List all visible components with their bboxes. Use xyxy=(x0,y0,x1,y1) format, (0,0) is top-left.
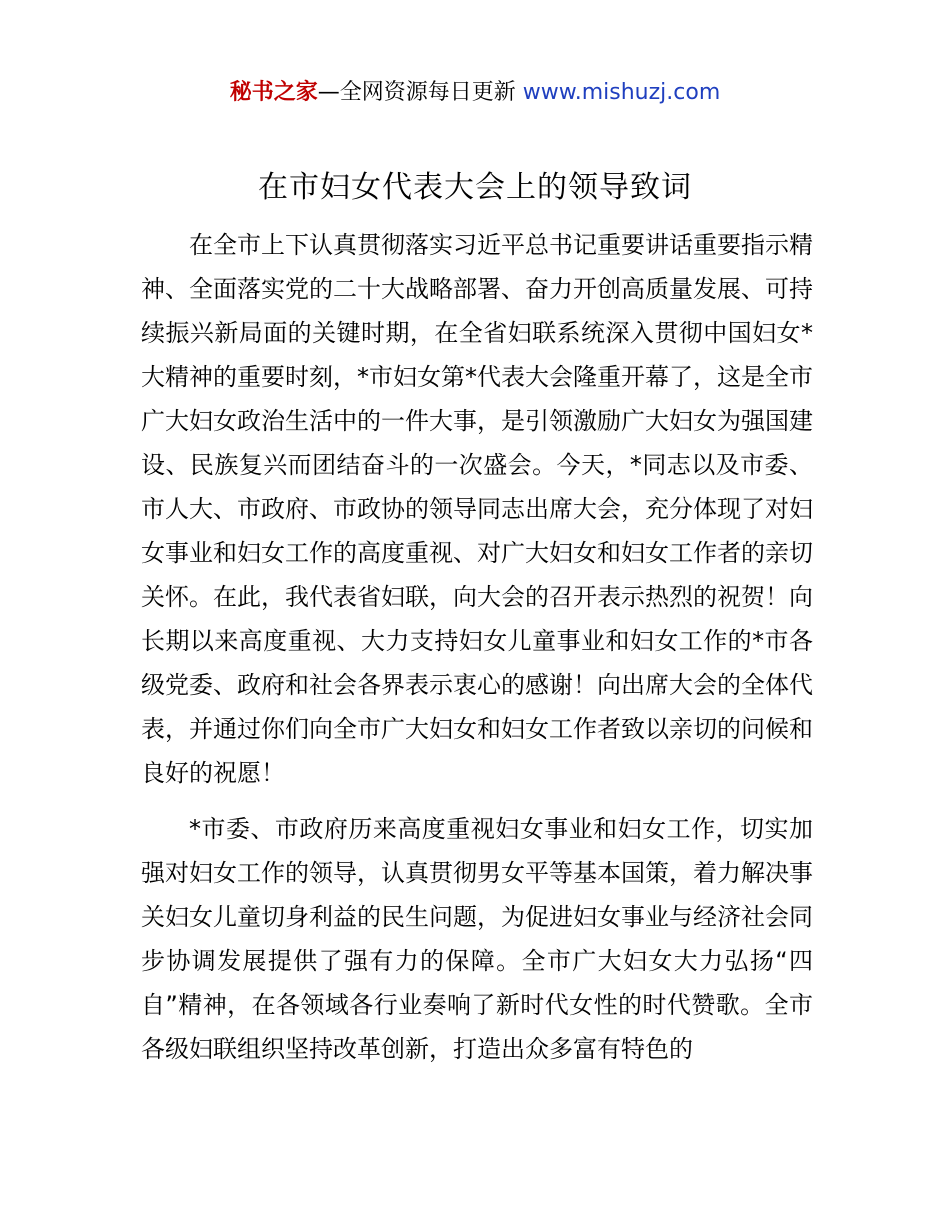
paragraph-2: *市委、市政府历来高度重视妇女事业和妇女工作，切实加强对妇女工作的领导，认真贯彻男女平等基本国策，着力解决事关妇女儿童切身利益的民生问题，为促进妇女事业与经济社会同步协调发展提供了强有力的保障。全市广大妇女大力弘扬“四自”精神，在各领域各行业奏响了新时代女性的时代赞歌。全市各级妇联组织坚持改革创新，打造出众多富有特色的 xyxy=(141,815,813,1063)
document-body xyxy=(141,223,813,1083)
site-tagline: —全网资源每日更新 xyxy=(317,80,523,105)
site-header xyxy=(0,78,950,108)
paragraph-1: 在全市上下认真贯彻落实习近平总书记重要讲话重要指示精神、全面落实党的二十大战略部署、奋力开创高质量发展、可持续振兴新局面的关键时期，在全省妇联系统深入贯彻中国妇女*大精神的重要时刻，*市妇女第*代表大会隆重开幕了，这是全市广大妇女政治生活中的一件大事，是引领激励广大妇女为强国建设、民族复兴而团结奋斗的一次盛会。今天，*同志以及市委、市人大、市政府、市政协的领导同志出席大会，充分体现了对妇女事业和妇女工作的高度重视、对广大妇女和妇女工作者的亲切关怀。在此，我代表省妇联，向大会的召开表示热烈的祝贺！向长期以来高度重视、大力支持妇女儿童事业和妇女工作的*市各级党委、政府和社会各界表示衷心的感谢！向出席大会的全体代表，并通过你们向全市广大妇女和妇女工作者致以亲切的问候和良好的祝愿！ xyxy=(141,231,813,787)
site-url-link[interactable]: www.mishuzj.com xyxy=(522,80,721,105)
site-brand: 秘书之家 xyxy=(229,80,318,105)
document-title: 在市妇女代表大会上的领导致词 xyxy=(258,170,692,205)
